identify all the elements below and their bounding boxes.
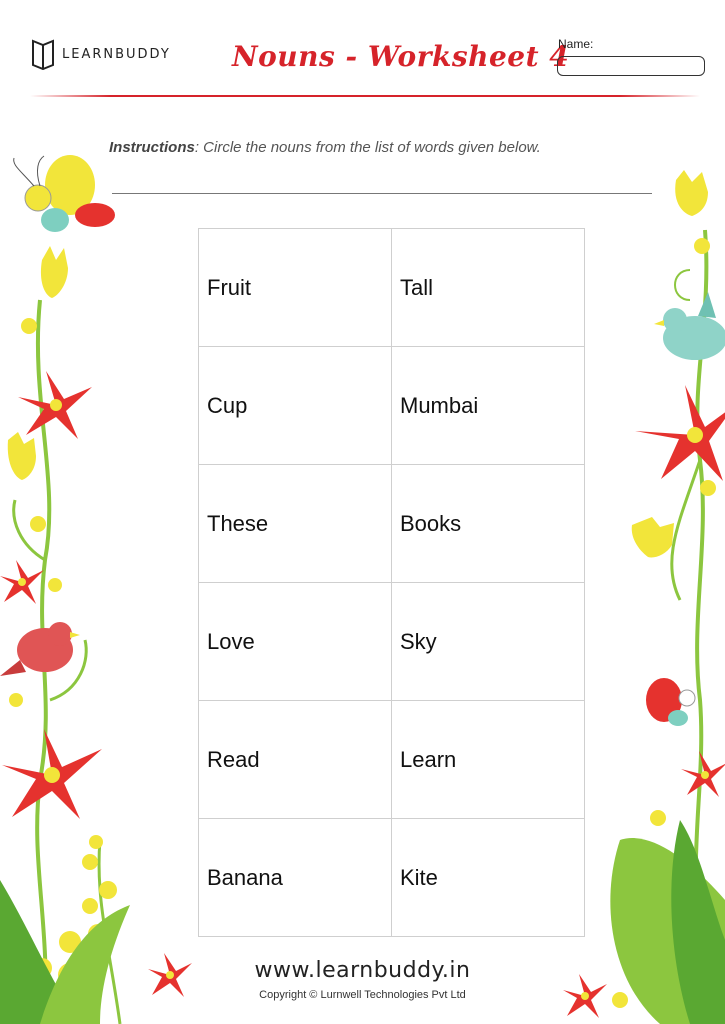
word-cell[interactable]: Kite <box>392 819 585 937</box>
table-row <box>199 229 585 347</box>
name-field[interactable] <box>557 56 705 76</box>
brand-logo <box>30 38 171 70</box>
flower-icon <box>2 729 102 819</box>
butterfly-icon <box>14 155 115 232</box>
copyright-text: Copyright © Lurnwell Technologies Pvt Ltd <box>259 989 466 1001</box>
flower-icon <box>681 751 725 797</box>
butterfly-icon <box>646 678 695 726</box>
book-icon <box>30 38 56 70</box>
word-cell[interactable]: Love <box>199 583 392 701</box>
word-cell[interactable]: Books <box>392 465 585 583</box>
instructions <box>109 139 541 156</box>
table-row <box>199 819 585 937</box>
word-table <box>198 228 585 937</box>
name-label: Name: <box>558 37 594 51</box>
word-cell[interactable]: Sky <box>392 583 585 701</box>
word-cell[interactable]: Read <box>199 701 392 819</box>
word-cell[interactable]: Fruit <box>199 229 392 347</box>
table-row <box>199 465 585 583</box>
header-divider <box>30 95 700 97</box>
word-cell[interactable]: Tall <box>392 229 585 347</box>
bird-icon <box>654 292 725 360</box>
flower-icon <box>0 560 44 604</box>
flower-icon <box>635 385 725 481</box>
word-cell[interactable]: Banana <box>199 819 392 937</box>
word-cell[interactable]: Mumbai <box>392 347 585 465</box>
answer-line <box>112 193 652 194</box>
word-cell[interactable]: Cup <box>199 347 392 465</box>
table-row <box>199 701 585 819</box>
instructions-label: Instructions <box>109 139 195 156</box>
flower-icon <box>18 371 92 439</box>
table-row <box>199 347 585 465</box>
word-cell[interactable]: These <box>199 465 392 583</box>
table-row <box>199 583 585 701</box>
bird-icon <box>0 622 80 676</box>
website-link[interactable]: www.learnbuddy.in <box>254 958 471 983</box>
word-cell[interactable]: Learn <box>392 701 585 819</box>
brand-name: LEARNBUDDY <box>62 46 171 62</box>
page-title: Nouns - Worksheet 4 <box>232 40 570 73</box>
instructions-text: : Circle the nouns from the list of words given below. <box>194 139 541 156</box>
